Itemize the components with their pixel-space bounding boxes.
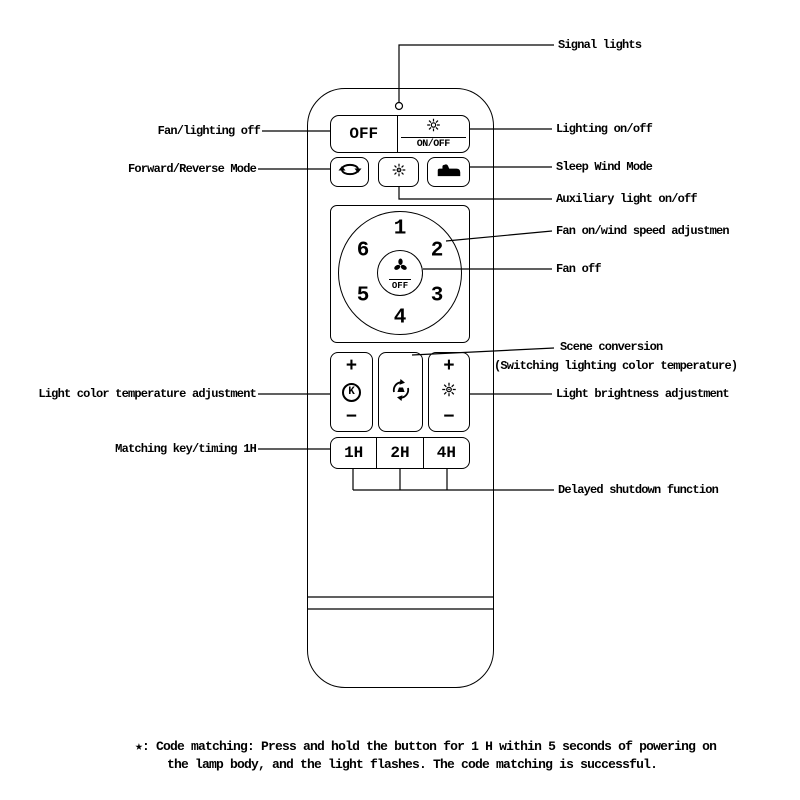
color-temperature-button[interactable] [330,352,373,432]
forward-reverse-icon [338,161,362,183]
timer-4h-button[interactable]: 4H [423,438,469,468]
label-scene-conversion-2: (Switching lighting color temperature) [494,359,738,373]
aux-sun-icon [392,163,406,182]
label-scene-conversion: Scene conversion [560,340,663,354]
fan-off-button[interactable] [377,250,423,296]
kelvin-letter: K [348,386,355,398]
color-temp-plus[interactable]: + [345,355,358,377]
lighting-on-off-button[interactable] [398,116,470,152]
fan-speed-6[interactable]: 6 [356,239,370,263]
auxiliary-light-button[interactable] [378,157,419,187]
on-off-label: ON/OFF [401,137,467,150]
kelvin-icon [342,383,361,402]
fan-speed-1[interactable]: 1 [393,217,407,241]
fan-speed-3[interactable]: 3 [430,284,444,308]
label-sleep-wind-mode: Sleep Wind Mode [556,160,653,174]
scene-conversion-button[interactable] [378,352,423,432]
timer-1h-button[interactable]: 1H [344,444,364,462]
label-forward-reverse: Forward/Reverse Mode [127,162,256,176]
sun-icon [426,118,441,137]
fan-off-label: OFF [389,279,411,292]
label-auxiliary-light: Auxiliary light on/off [556,192,697,206]
fan-speed-4[interactable]: 4 [393,306,407,330]
fan-icon [393,258,408,278]
fan-speed-5[interactable]: 5 [356,284,370,308]
footnote-line-1: ★: Code matching: Press and hold the button for 1 H within 5 seconds of powering on [135,739,717,754]
label-matching-key: Matching key/timing 1H [115,442,256,456]
fan-lighting-off-button[interactable]: OFF [331,116,398,152]
top-button-row [330,115,470,153]
sleep-icon [436,162,462,182]
timer-2h-button[interactable]: 2H [376,438,422,468]
label-fan-off: Fan off [556,262,601,276]
scene-conversion-icon [390,378,412,407]
sleep-wind-mode-button[interactable] [427,157,470,187]
label-delayed-shutdown: Delayed shutdown function [558,483,719,497]
label-fan-lighting-off: Fan/lighting off [157,124,260,138]
label-lighting-on-off: Lighting on/off [556,122,653,136]
label-color-temperature: Light color temperature adjustment [38,387,256,401]
label-fan-on-wind-speed: Fan on/wind speed adjustmen [556,224,729,238]
label-light-brightness: Light brightness adjustment [556,387,729,401]
label-signal-lights: Signal lights [558,38,642,52]
footnote-line-2: the lamp body, and the light flashes. The code matching is successful. [167,757,658,772]
brightness-plus[interactable]: + [443,355,455,377]
brightness-sun-icon [441,382,457,402]
brightness-button[interactable] [428,352,470,432]
timer-row [330,437,470,469]
fan-speed-2[interactable]: 2 [430,239,444,263]
color-temp-minus[interactable]: − [345,405,358,428]
brightness-minus[interactable]: − [443,405,455,428]
forward-reverse-button[interactable] [330,157,369,187]
